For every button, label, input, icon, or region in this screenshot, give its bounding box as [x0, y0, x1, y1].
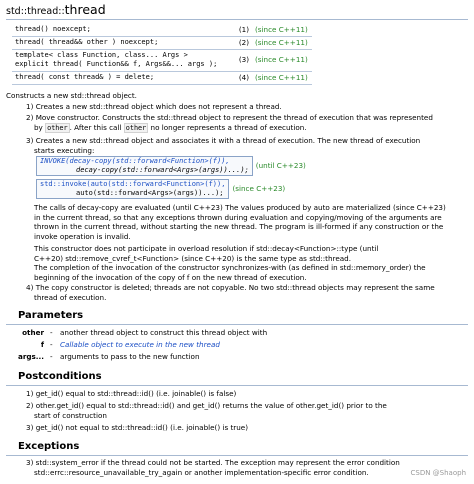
- param-desc: another thread object to construct this thread object with: [60, 328, 268, 337]
- item-text: thread of execution.: [34, 292, 107, 302]
- item-number: 1): [26, 102, 34, 111]
- invoke-box: [36, 156, 309, 176]
- invoke-box: [36, 179, 288, 199]
- item-text: by: [34, 122, 43, 132]
- decl-code-line: explicit thread( Function&& f, Args&&... args );: [15, 60, 218, 68]
- exception-item: [26, 458, 464, 477]
- param-name: f: [40, 340, 44, 349]
- decl-since[interactable]: (since C++11): [252, 49, 312, 71]
- item-text: std::errc::resource_unavailable_try_again or another implementation-specific error condition.: [34, 467, 369, 477]
- code-other: other: [125, 123, 147, 132]
- param-dash: -: [50, 352, 53, 361]
- postcondition-item: [26, 423, 464, 433]
- param-dash: -: [50, 340, 53, 349]
- item-number: 3): [26, 136, 34, 145]
- exceptions-heading: Exceptions: [18, 441, 80, 452]
- para-line: This constructor does not participate in overload resolution if std::decay<Function>::type (until: [34, 244, 379, 253]
- postconditions-heading: Postconditions: [18, 371, 102, 382]
- parameters-heading: Parameters: [18, 310, 84, 321]
- para-line: The completion of the invocation of the constructor synchronizes-with (as defined in std::memory_order) the: [34, 263, 426, 272]
- para-line: The calls of decay-copy are evaluated (until C++23) The values produced by auto are materialized (since C++23): [34, 203, 446, 212]
- item-text: get_id() not equal to std::thread::id() (i.e. joinable() is true): [35, 423, 249, 432]
- item-text: get_id() equal to std::thread::id() (i.e. joinable() is false): [35, 389, 237, 398]
- param-row: [10, 328, 460, 340]
- param-row: [10, 340, 460, 352]
- invoke-line[interactable]: std::invoke(auto(std::forward<Function>(f)),: [40, 180, 226, 188]
- item-text: . After this call: [69, 122, 122, 132]
- param-desc: arguments to pass to the new function: [60, 352, 200, 361]
- para-line: invoke operation is invalid.: [34, 231, 131, 241]
- list-item: [26, 113, 464, 132]
- item-number: 3): [26, 423, 34, 432]
- page-title: [6, 2, 106, 19]
- decl-num: (1): [234, 24, 252, 36]
- param-row: [10, 352, 460, 364]
- code-other: other: [47, 123, 68, 132]
- item-number: 2): [26, 113, 34, 122]
- invoke-code: [37, 157, 253, 176]
- list-item: [26, 102, 464, 112]
- decl-row: [12, 71, 312, 84]
- decl-num: (3): [234, 49, 252, 71]
- invoke-line[interactable]: INVOKE(decay-copy(std::forward<Function>(f)),: [40, 157, 230, 165]
- invoke-since[interactable]: (since C++23): [232, 184, 286, 194]
- item-text: starts executing:: [34, 145, 95, 155]
- watermark: CSDN @Shaoph: [410, 468, 466, 477]
- param-desc[interactable]: Callable object to execute in the new thread: [60, 340, 220, 349]
- para-line: in the current thread, so that any exceptions thrown during evaluation and copying/moving of the arguments are: [34, 212, 442, 222]
- decl-code: thread( const thread& ) = delete;: [12, 71, 234, 84]
- item-text: 3) std::system_error if the thread could not be started. The exception may represent the error condition: [26, 458, 400, 467]
- invoke-since[interactable]: (until C++23): [255, 161, 306, 171]
- evaluation-paragraph: [34, 203, 460, 241]
- para-line: C++20) std::remove_cvref_t<Function> (since C++20) is the same type as std::thread.: [34, 253, 352, 263]
- decl-code: thread() noexcept;: [12, 24, 234, 36]
- invoke-line: auto(std::forward<Args>(args))...);: [76, 189, 224, 198]
- param-name: args...: [17, 352, 44, 361]
- decl-row: [12, 24, 312, 36]
- title-namespace: std::thread::: [6, 6, 65, 17]
- decl-code-line: template< class Function, class... Args >: [15, 50, 188, 59]
- decl-row: [12, 49, 312, 71]
- item-text: Move constructor. Constructs the std::thread object to represent the thread of execution that was represented: [35, 113, 433, 122]
- item-number: 2): [26, 401, 34, 410]
- item-text: Creates a new std::thread object which does not represent a thread.: [35, 102, 282, 111]
- intro-text: Constructs a new std::thread object.: [6, 91, 137, 100]
- postcondition-item: [26, 401, 464, 420]
- decl-since[interactable]: (since C++11): [252, 36, 312, 49]
- overload-paragraph: [34, 244, 460, 282]
- section-rule: [6, 455, 468, 456]
- decl-num: (4): [234, 71, 252, 84]
- item-text: Creates a new std::thread object and associates it with a thread of execution. The new thread of execution: [35, 136, 421, 145]
- item-text: other.get_id() equal to std::thread::id() and get_id() returns the value of other.get_id() prior to the: [35, 401, 387, 410]
- section-rule: [6, 385, 468, 386]
- decl-since[interactable]: (since C++11): [252, 71, 312, 84]
- item-text: The copy constructor is deleted; threads are not copyable. No two std::thread objects may represent the same: [35, 283, 435, 292]
- param-dash: -: [50, 328, 53, 337]
- item-text: no longer represents a thread of execution.: [150, 122, 307, 132]
- title-name: thread: [64, 2, 106, 17]
- invoke-code: [37, 180, 229, 199]
- decl-code: [12, 49, 234, 71]
- decl-code: thread( thread&& other ) noexcept;: [12, 36, 234, 49]
- parameters-list: [10, 328, 460, 364]
- declarations-table: [12, 24, 312, 85]
- item-number: 1): [26, 389, 34, 398]
- decl-num: (2): [234, 36, 252, 49]
- list-item: [26, 283, 464, 302]
- para-line: thrown in the current thread, without starting the new thread. The program is ill-formed if any construction or the: [34, 222, 444, 231]
- decl-row: [12, 36, 312, 49]
- list-item: [26, 136, 464, 155]
- para-line: beginning of the invocation of the copy of f on the new thread of execution.: [34, 272, 307, 282]
- title-rule: [6, 19, 468, 20]
- postcondition-item: [26, 389, 464, 399]
- param-name: other: [22, 328, 44, 337]
- decl-since[interactable]: (since C++11): [252, 24, 312, 36]
- item-number: 4): [26, 283, 34, 292]
- invoke-line: decay-copy(std::forward<Args>(args))...);: [76, 166, 249, 175]
- item-text: start of construction: [34, 410, 107, 420]
- section-rule: [6, 324, 468, 325]
